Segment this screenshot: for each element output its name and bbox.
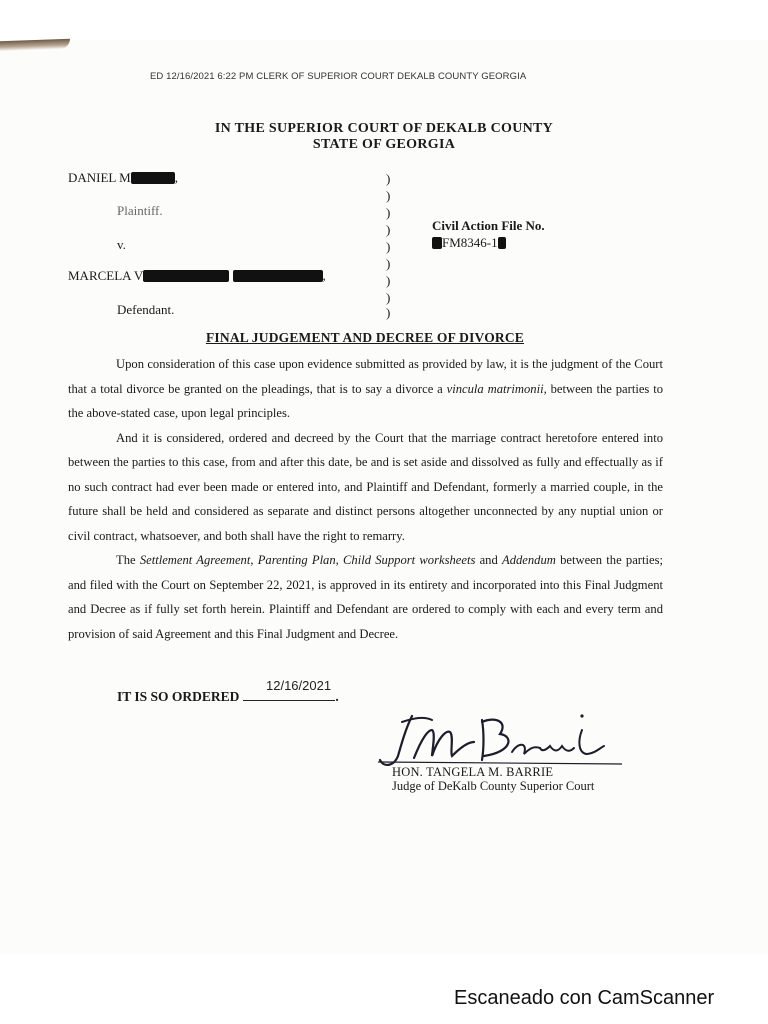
scanner-watermark: Escaneado con CamScanner [454, 987, 715, 1009]
redaction-bar [432, 237, 442, 249]
paragraph-marriage-dissolved: And it is considered, ordered and decreed by the Court that the marriage contract heretofore entered into between the parties to this case, from and after this date, be and is set aside and dissolved as fully and effectually as if no such contract had ever been made or entered into, and Plaintiff and Defendant, formerly a married couple, in the future shall be held and considered as separate and distinct persons altogether unconnected by any nuptial union or civil contract, whatsoever, and both shall have the right to remarry. [68, 430, 663, 543]
court-name: IN THE SUPERIOR COURT OF DEKALB COUNTY [214, 121, 554, 136]
judge-name: HON. TANGELA M. BARRIE [392, 765, 554, 779]
redaction-bar [143, 270, 229, 282]
defendant-name: MARCELA V , [68, 268, 326, 283]
paragraph-divorce-granted: Upon consideration of this case upon evidence submitted as provided by law, it is the judgment of the Court that a total divorce be granted on the pleadings, that is to say a divorce a vincula matrimonii, between the parties to the above-stated case, upon legal principles. [68, 357, 664, 420]
redaction-bar [131, 172, 175, 184]
court-state: STATE OF GEORGIA [312, 137, 456, 152]
versus-label: v. [117, 237, 126, 252]
judge-signature [372, 708, 632, 770]
plaintiff-name: DANIEL M , [68, 170, 178, 185]
plaintiff-role: Plaintiff. [117, 203, 163, 218]
paragraph-settlement-agreement: The Settlement Agreement, Parenting Plan, Child Support worksheets and Addendum between the parties; and filed with the Court on September 22, 2021, is approved in its entirety and incorporated into this Final Judgment and Decree as if fully set forth herein. Plaintiff and Defendant are ordered to comply with each and every term and provision of said Agreement and this Final Judgment and Decree. [68, 553, 663, 641]
document-title: FINAL JUDGEMENT AND DECREE OF DIVORCE [205, 330, 525, 345]
case-number: FM8346-1 [432, 235, 506, 251]
defendant-role: Defendant. [117, 302, 175, 317]
judge-title: Judge of DeKalb County Superior Court [392, 779, 595, 793]
redaction-bar [233, 270, 323, 282]
redaction-bar [498, 237, 506, 249]
case-number-label: Civil Action File No. [432, 218, 545, 233]
judgment-body [68, 352, 663, 646]
order-date: 12/16/2021 [266, 678, 332, 693]
order-line: IT IS SO ORDERED . [117, 689, 339, 704]
filing-stamp: ED 12/16/2021 6:22 PM CLERK OF SUPERIOR COURT DEKALB COUNTY GEORGIA [150, 71, 527, 82]
